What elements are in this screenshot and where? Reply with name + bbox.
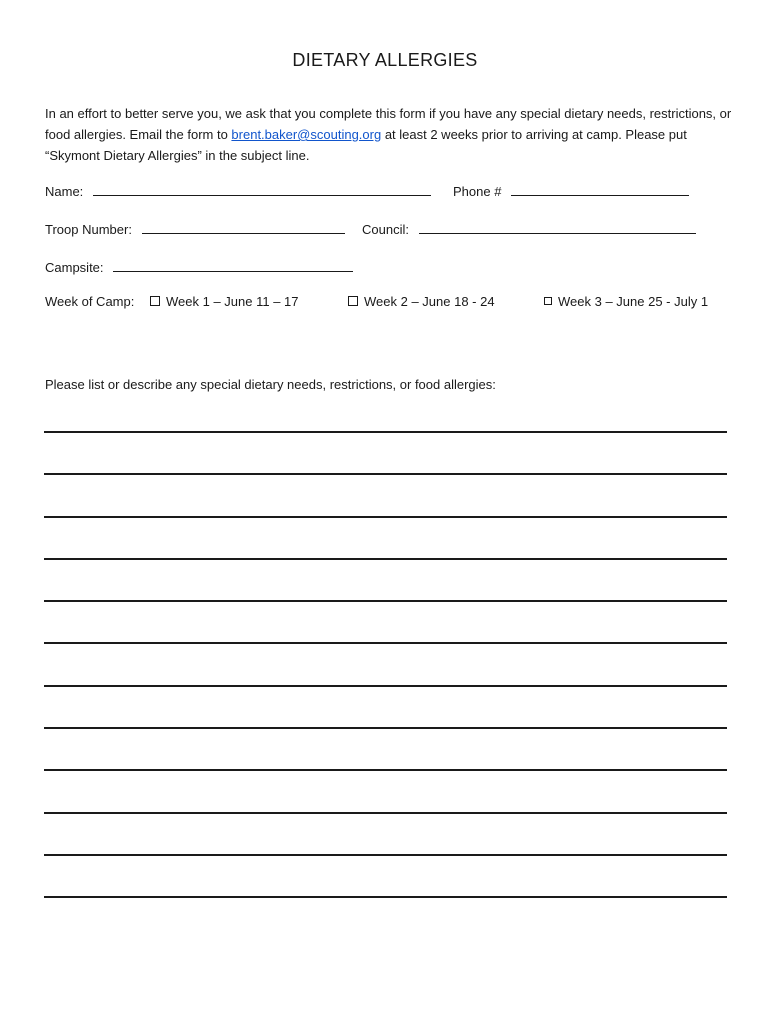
campsite-label: Campsite: <box>45 260 104 275</box>
phone-field[interactable] <box>511 181 689 196</box>
answer-line[interactable] <box>44 812 727 814</box>
answer-line[interactable] <box>44 854 727 856</box>
campsite-row <box>45 257 353 275</box>
name-field[interactable] <box>93 181 431 196</box>
answer-line[interactable] <box>44 600 727 602</box>
week-of-camp-label: Week of Camp: <box>45 294 135 309</box>
week-option-3[interactable] <box>544 294 708 309</box>
answer-line[interactable] <box>44 727 727 729</box>
answer-line[interactable] <box>44 769 727 771</box>
answer-line[interactable] <box>44 516 727 518</box>
form-title: DIETARY ALLERGIES <box>292 50 478 70</box>
email-link[interactable]: brent.baker@scouting.org <box>231 127 382 142</box>
council-row <box>362 219 696 237</box>
name-row <box>45 181 431 199</box>
campsite-field[interactable] <box>113 257 353 272</box>
answer-line[interactable] <box>44 685 727 687</box>
answer-line[interactable] <box>44 896 727 898</box>
intro-text-before-email: In an effort to better serve you, we ask that you complete this form if you have any special dietary needs, restrictions, or food allergies. Email the form to <box>45 106 732 142</box>
week-option-2[interactable] <box>348 294 495 309</box>
allergy-prompt: Please list or describe any special dietary needs, restrictions, or food allergies: <box>45 377 496 392</box>
troop-number-label: Troop Number: <box>45 222 132 237</box>
troop-row <box>45 219 345 237</box>
intro-paragraph <box>45 103 735 166</box>
answer-line[interactable] <box>44 473 727 475</box>
phone-label: Phone # <box>453 184 502 199</box>
checkbox-icon[interactable] <box>348 296 358 306</box>
answer-line[interactable] <box>44 431 727 433</box>
answer-line[interactable] <box>44 558 727 560</box>
allergy-answer-lines[interactable] <box>44 431 727 939</box>
name-label: Name: <box>45 184 84 199</box>
checkbox-icon[interactable] <box>150 296 160 306</box>
week-option-1-label: Week 1 – June 11 – 17 <box>166 294 299 309</box>
council-label: Council: <box>362 222 409 237</box>
week-option-1[interactable] <box>150 294 299 309</box>
checkbox-icon[interactable] <box>544 297 552 305</box>
week-option-3-label: Week 3 – June 25 - July 1 <box>558 294 709 309</box>
troop-number-field[interactable] <box>142 219 345 234</box>
council-field[interactable] <box>419 219 696 234</box>
week-option-2-label: Week 2 – June 18 - 24 <box>364 294 495 309</box>
intro-text-after-email: at least 2 weeks prior to arriving at camp. Please put “Skymont Dietary Allergies” in the subject line. <box>45 127 687 163</box>
phone-row <box>453 181 689 199</box>
answer-line[interactable] <box>44 642 727 644</box>
